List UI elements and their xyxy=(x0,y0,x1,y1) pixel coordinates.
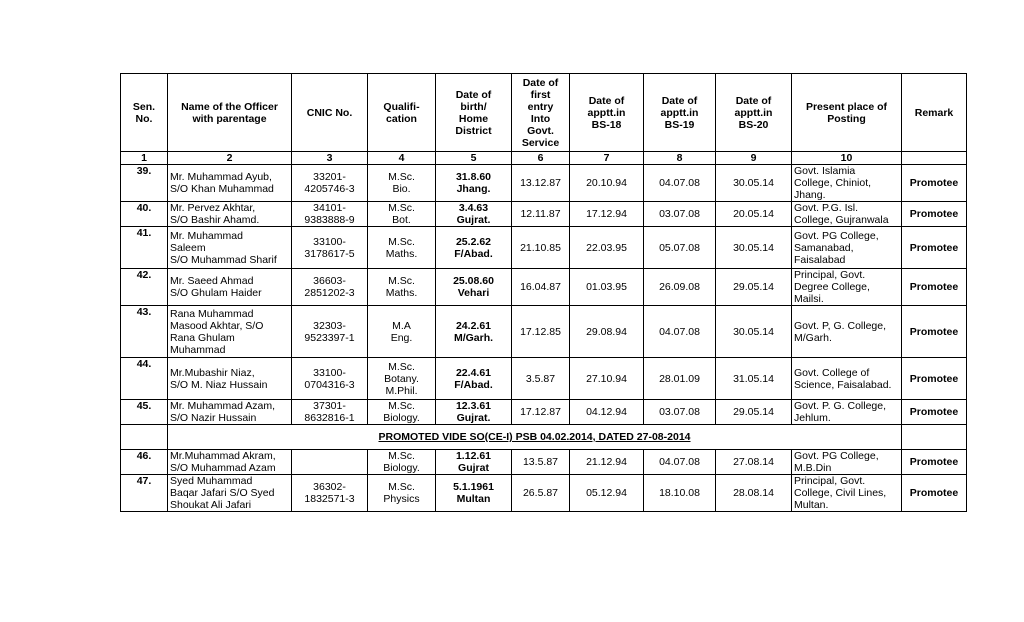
bs20-date: 30.05.14 xyxy=(716,227,792,269)
column-number-row xyxy=(121,152,967,165)
cnic-number: 36302- 1832571-3 xyxy=(292,475,368,512)
column-number: 2 xyxy=(168,152,292,165)
bs18-date: 04.12.94 xyxy=(570,400,644,425)
serial-number: 46. xyxy=(121,450,168,475)
remark: Promotee xyxy=(902,358,967,400)
date-of-birth: 12.3.61 Gujrat. xyxy=(436,400,512,425)
date-of-birth: 3.4.63 Gujrat. xyxy=(436,202,512,227)
bs19-date: 03.07.08 xyxy=(644,202,716,227)
present-posting: Govt. PG College, Samanabad, Faisalabad xyxy=(792,227,902,269)
officer-name: Mr. Saeed Ahmad S/O Ghulam Haider xyxy=(168,269,292,306)
column-number: 7 xyxy=(570,152,644,165)
qualification: M.A Eng. xyxy=(368,306,436,358)
bs18-date: 21.12.94 xyxy=(570,450,644,475)
header-dob: Date of birth/ Home District xyxy=(436,74,512,152)
first-entry-date: 12.11.87 xyxy=(512,202,570,227)
section-blank xyxy=(902,425,967,450)
date-of-birth: 31.8.60 Jhang. xyxy=(436,165,512,202)
table-row xyxy=(121,475,967,512)
header-remark: Remark xyxy=(902,74,967,152)
date-of-birth: 5.1.1961 Multan xyxy=(436,475,512,512)
cnic-number: 37301- 8632816-1 xyxy=(292,400,368,425)
header-bs20: Date of apptt.in BS-20 xyxy=(716,74,792,152)
cnic-number xyxy=(292,450,368,475)
present-posting: Govt. P, G. College, M/Garh. xyxy=(792,306,902,358)
first-entry-date: 26.5.87 xyxy=(512,475,570,512)
qualification: M.Sc. Maths. xyxy=(368,269,436,306)
column-number: 1 xyxy=(121,152,168,165)
date-of-birth: 1.12.61 Gujrat xyxy=(436,450,512,475)
qualification: M.Sc. Bot. xyxy=(368,202,436,227)
bs20-date: 27.08.14 xyxy=(716,450,792,475)
header-bs19: Date of apptt.in BS-19 xyxy=(644,74,716,152)
serial-number: 40. xyxy=(121,202,168,227)
section-row xyxy=(121,425,967,450)
first-entry-date: 3.5.87 xyxy=(512,358,570,400)
cnic-number: 33100- 0704316-3 xyxy=(292,358,368,400)
officer-name: Mr. Pervez Akhtar, S/O Bashir Ahamd. xyxy=(168,202,292,227)
first-entry-date: 17.12.85 xyxy=(512,306,570,358)
table-row xyxy=(121,400,967,425)
remark: Promotee xyxy=(902,202,967,227)
table-row xyxy=(121,227,967,269)
remark: Promotee xyxy=(902,227,967,269)
present-posting: Principal, Govt. College, Civil Lines, Multan. xyxy=(792,475,902,512)
present-posting: Govt. PG College, M.B.Din xyxy=(792,450,902,475)
remark: Promotee xyxy=(902,165,967,202)
date-of-birth: 24.2.61 M/Garh. xyxy=(436,306,512,358)
table-body xyxy=(121,165,967,512)
present-posting: Govt. P. G. College, Jehlum. xyxy=(792,400,902,425)
present-posting: Govt. P.G. Isl. College, Gujranwala xyxy=(792,202,902,227)
officer-name: Syed Muhammad Baqar Jafari S/O Syed Shoukat Ali Jafari xyxy=(168,475,292,512)
bs19-date: 04.07.08 xyxy=(644,306,716,358)
date-of-birth: 25.2.62 F/Abad. xyxy=(436,227,512,269)
column-number: 9 xyxy=(716,152,792,165)
header-cnic: CNIC No. xyxy=(292,74,368,152)
first-entry-date: 17.12.87 xyxy=(512,400,570,425)
serial-number: 44. xyxy=(121,358,168,400)
column-number: 6 xyxy=(512,152,570,165)
serial-number: 47. xyxy=(121,475,168,512)
bs19-date: 04.07.08 xyxy=(644,165,716,202)
bs18-date: 27.10.94 xyxy=(570,358,644,400)
bs19-date: 26.09.08 xyxy=(644,269,716,306)
serial-number: 45. xyxy=(121,400,168,425)
column-number: 3 xyxy=(292,152,368,165)
column-number-blank xyxy=(902,152,967,165)
bs19-date: 28.01.09 xyxy=(644,358,716,400)
date-of-birth: 25.08.60 Vehari xyxy=(436,269,512,306)
serial-number: 41. xyxy=(121,227,168,269)
bs18-date: 17.12.94 xyxy=(570,202,644,227)
officers-table xyxy=(120,73,967,512)
officer-name: Mr. Muhammad Saleem S/O Muhammad Sharif xyxy=(168,227,292,269)
qualification: M.Sc. Botany. M.Phil. xyxy=(368,358,436,400)
section-title: PROMOTED VIDE SO(CE-I) PSB 04.02.2014, DATED 27-08-2014 xyxy=(168,425,902,450)
header-entry: Date of first entry Into Govt. Service xyxy=(512,74,570,152)
first-entry-date: 21.10.85 xyxy=(512,227,570,269)
serial-number: 39. xyxy=(121,165,168,202)
officer-name: Mr. Muhammad Ayub, S/O Khan Muhammad xyxy=(168,165,292,202)
header-bs18: Date of apptt.in BS-18 xyxy=(570,74,644,152)
header-qualification: Qualifi- cation xyxy=(368,74,436,152)
header-name: Name of the Officer with parentage xyxy=(168,74,292,152)
bs20-date: 28.08.14 xyxy=(716,475,792,512)
section-blank xyxy=(121,425,168,450)
bs20-date: 30.05.14 xyxy=(716,306,792,358)
table-row xyxy=(121,269,967,306)
table-row xyxy=(121,306,967,358)
remark: Promotee xyxy=(902,269,967,306)
column-number: 5 xyxy=(436,152,512,165)
bs20-date: 20.05.14 xyxy=(716,202,792,227)
first-entry-date: 13.12.87 xyxy=(512,165,570,202)
qualification: M.Sc. Bio. xyxy=(368,165,436,202)
header-posting: Present place of Posting xyxy=(792,74,902,152)
qualification: M.Sc. Biology. xyxy=(368,400,436,425)
bs19-date: 18.10.08 xyxy=(644,475,716,512)
serial-number: 43. xyxy=(121,306,168,358)
cnic-number: 32303- 9523397-1 xyxy=(292,306,368,358)
header-row xyxy=(121,74,967,152)
bs20-date: 29.05.14 xyxy=(716,269,792,306)
remark: Promotee xyxy=(902,475,967,512)
cnic-number: 33201- 4205746-3 xyxy=(292,165,368,202)
bs18-date: 22.03.95 xyxy=(570,227,644,269)
bs19-date: 04.07.08 xyxy=(644,450,716,475)
present-posting: Govt. College of Science, Faisalabad. xyxy=(792,358,902,400)
bs18-date: 29.08.94 xyxy=(570,306,644,358)
qualification: M.Sc. Maths. xyxy=(368,227,436,269)
officer-name: Mr. Muhammad Azam, S/O Nazir Hussain xyxy=(168,400,292,425)
cnic-number: 36603- 2851202-3 xyxy=(292,269,368,306)
bs18-date: 01.03.95 xyxy=(570,269,644,306)
column-number: 10 xyxy=(792,152,902,165)
bs18-date: 05.12.94 xyxy=(570,475,644,512)
table-row xyxy=(121,450,967,475)
table-row xyxy=(121,165,967,202)
remark: Promotee xyxy=(902,306,967,358)
bs20-date: 31.05.14 xyxy=(716,358,792,400)
first-entry-date: 16.04.87 xyxy=(512,269,570,306)
cnic-number: 34101- 9383888-9 xyxy=(292,202,368,227)
table-row xyxy=(121,202,967,227)
bs18-date: 20.10.94 xyxy=(570,165,644,202)
qualification: M.Sc. Biology. xyxy=(368,450,436,475)
bs20-date: 30.05.14 xyxy=(716,165,792,202)
bs20-date: 29.05.14 xyxy=(716,400,792,425)
remark: Promotee xyxy=(902,400,967,425)
bs19-date: 05.07.08 xyxy=(644,227,716,269)
column-number: 4 xyxy=(368,152,436,165)
officer-name: Mr.Mubashir Niaz, S/O M. Niaz Hussain xyxy=(168,358,292,400)
table-row xyxy=(121,358,967,400)
header-sen: Sen. No. xyxy=(121,74,168,152)
officer-name: Rana Muhammad Masood Akhtar, S/O Rana Ghulam Muhammad xyxy=(168,306,292,358)
column-number: 8 xyxy=(644,152,716,165)
present-posting: Principal, Govt. Degree College, Mailsi. xyxy=(792,269,902,306)
first-entry-date: 13.5.87 xyxy=(512,450,570,475)
serial-number: 42. xyxy=(121,269,168,306)
officer-name: Mr.Muhammad Akram, S/O Muhammad Azam xyxy=(168,450,292,475)
remark: Promotee xyxy=(902,450,967,475)
present-posting: Govt. Islamia College, Chiniot, Jhang. xyxy=(792,165,902,202)
cnic-number: 33100- 3178617-5 xyxy=(292,227,368,269)
bs19-date: 03.07.08 xyxy=(644,400,716,425)
date-of-birth: 22.4.61 F/Abad. xyxy=(436,358,512,400)
qualification: M.Sc. Physics xyxy=(368,475,436,512)
